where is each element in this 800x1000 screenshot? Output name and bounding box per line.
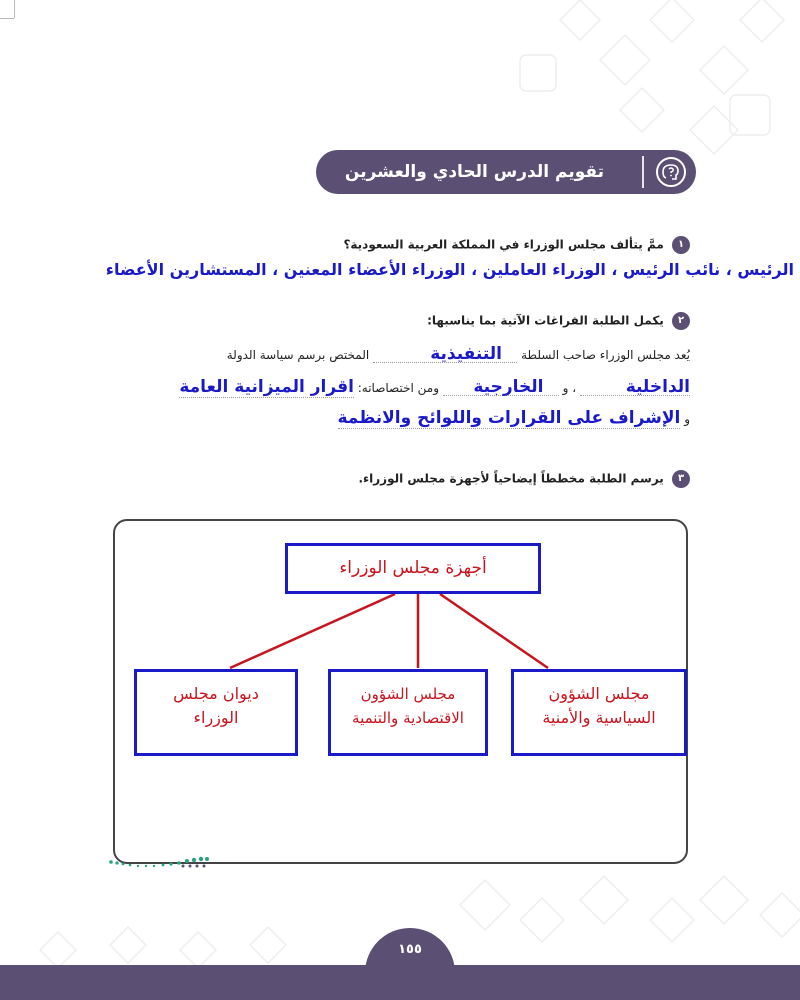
diagram-child-mid-line1: مجلس الشؤون xyxy=(360,685,456,703)
question-2-text: يكمل الطلبة الفراغات الآتية بما يناسبها: xyxy=(427,313,664,328)
diagram-child-right-line1: مجلس الشؤون xyxy=(548,684,650,703)
fill-answer-3: الخارجية xyxy=(473,377,544,397)
question-1-answer: الرئيس ، نائب الرئيس ، الوزراء العاملين ، الوزراء الأعضاء المعنين ، المستشارين الأعضاء xyxy=(105,260,794,279)
fill-line-2-mid: ومن اختصاصاته: xyxy=(357,381,440,395)
fill-line-3-and: و xyxy=(684,412,690,426)
question-1-number: ١ xyxy=(672,236,690,254)
page-number: ١٥٥ xyxy=(398,942,422,957)
diagram-child-right-line2: السياسية والأمنية xyxy=(542,708,656,727)
connector-right xyxy=(440,594,548,668)
diagram-root-label: أجهزة مجلس الوزراء xyxy=(339,558,487,578)
diagram-child-right xyxy=(511,669,687,756)
diagram-root xyxy=(285,543,541,594)
fill-answer-2: الداخلية xyxy=(625,377,690,397)
diagram-child-left-line2: الوزراء xyxy=(193,708,239,727)
fill-line-1-prefix: يُعد مجلس الوزراء صاحب السلطة xyxy=(521,348,690,362)
question-1-text: ممَّ يتألف مجلس الوزراء في المملكة العربية السعودية؟ xyxy=(343,237,664,252)
question-3-text: يرسم الطلبة مخططاً إيضاحياً لأجهزة مجلس الوزراء. xyxy=(358,471,664,486)
diagram-child-left-line1: ديوان مجلس xyxy=(173,684,259,703)
diagram-child-mid-line2: الاقتصادية والتنمية xyxy=(352,709,464,727)
question-3-number: ٣ xyxy=(672,470,690,488)
question-2-number: ٢ xyxy=(672,312,690,330)
dotted-decoration xyxy=(108,855,218,869)
connector-left xyxy=(230,594,395,668)
fill-answer-4: اقرار الميزانية العامة xyxy=(179,377,354,397)
diagram-child-left xyxy=(134,669,298,756)
fill-line-1-suffix: المختص برسم سياسة الدولة xyxy=(226,348,370,362)
lesson-title: تقويم الدرس الحادي والعشرين xyxy=(344,162,604,182)
fill-answer-1: التنفيذية xyxy=(430,344,503,364)
diagram-child-mid xyxy=(328,669,488,756)
fill-answer-5: الإشراف على القرارات واللوائح والانظمة xyxy=(337,408,681,428)
fill-line-2-and: ، و xyxy=(562,381,577,395)
